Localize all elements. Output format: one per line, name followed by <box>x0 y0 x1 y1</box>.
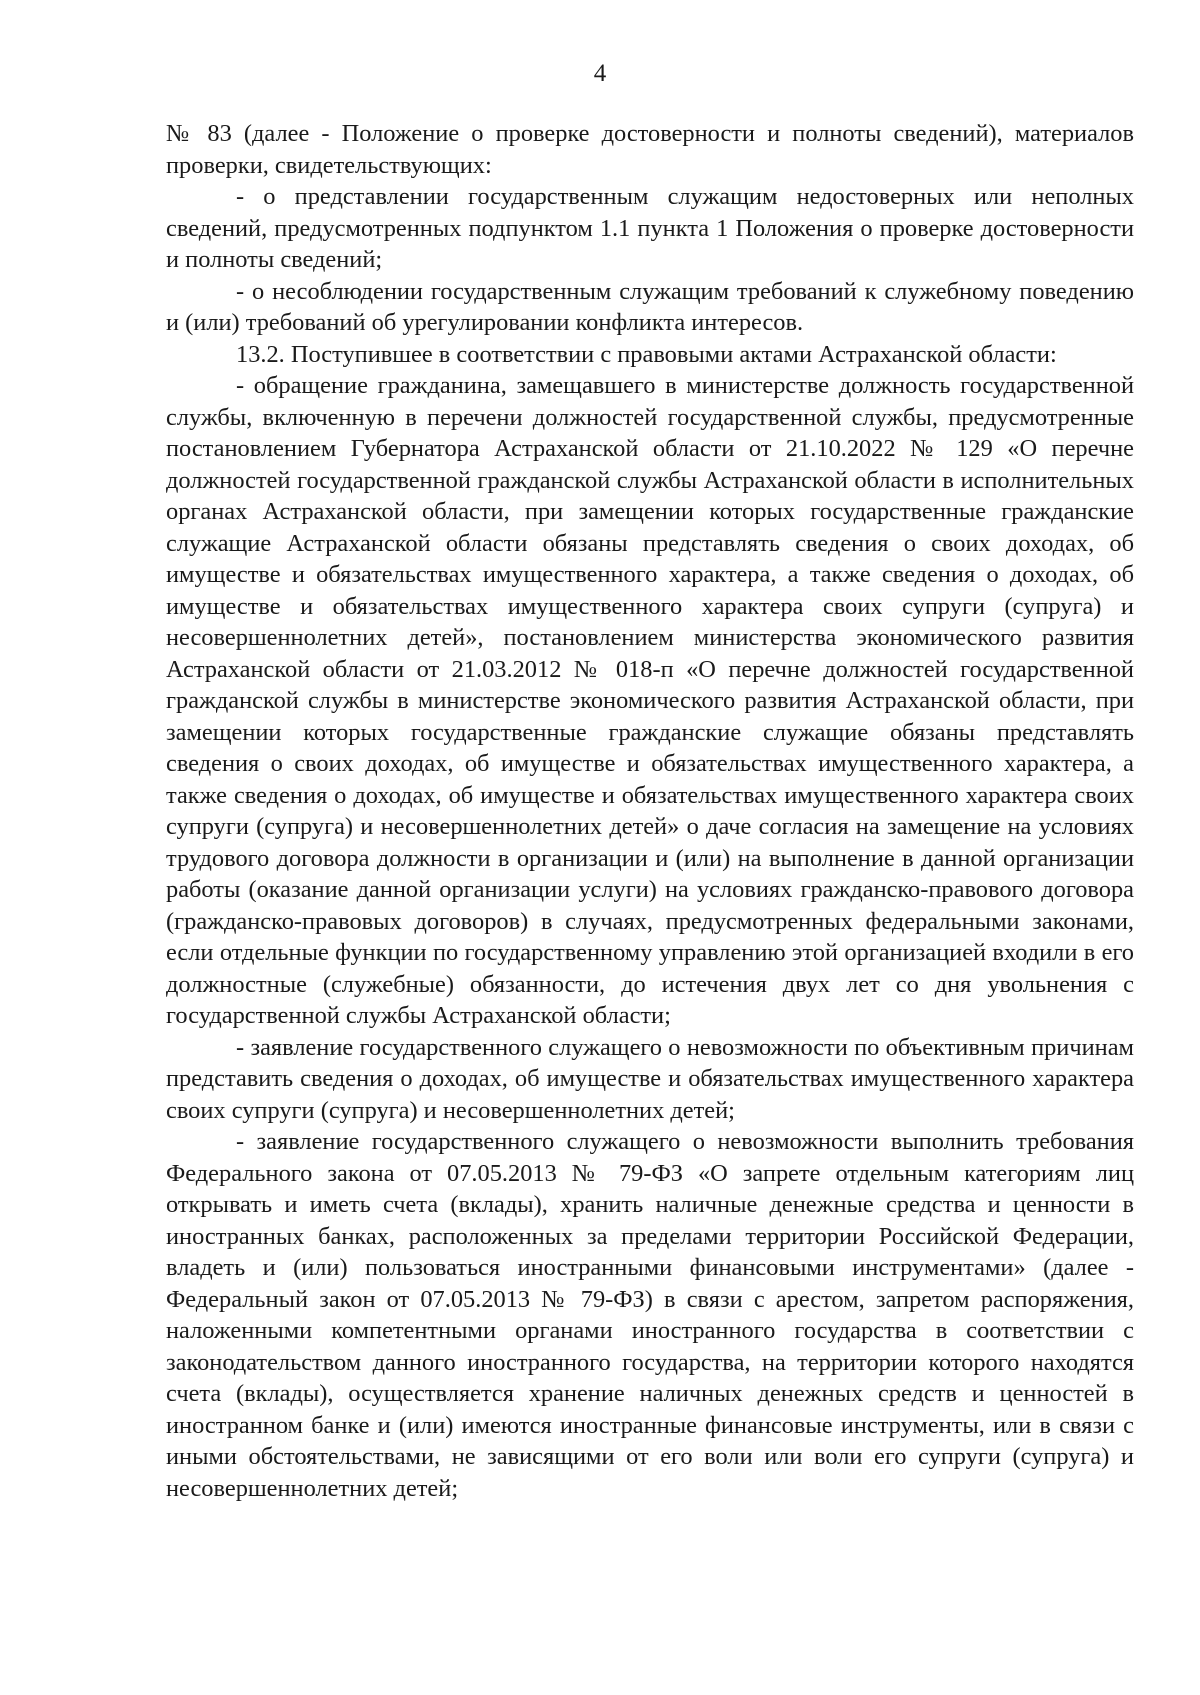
page-number: 4 <box>593 60 607 87</box>
paragraph-continuation: № 83 (далее - Положение о проверке достоверности и полноты сведений), материалов проверки, свидетельствующих: <box>166 120 1134 179</box>
paragraph-item-citizen-appeal: - обращение гражданина, замещавшего в министерстве должность государственной службы, включенную в перечени должностей государственной службы, предусмотренные постановлением Губернатора Астраханской области от 21.10.2022 № 129 «О перечне должностей государственной гражданской службы Астраханской области в исполнительных органах Астраханской области, при замещении которых государственные гражданские служащие Астраханской области обязаны представлять сведения о своих доходах, об имуществе и обязательствах имущественного характера, а также сведения о доходах, об имуществе и обязательствах имущественного характера своих супруги (супруга) и несовершеннолетних детей», постановлением министерства экономического развития Астраханской области от 21.03.2012 № 018-п «О перечне должностей государственной гражданской службы в министерстве экономического развития Астраханской области, при замещении которых государственные гражданские служащие обязаны представлять сведения о своих доходах, об имуществе и обязательствах имущественного характера, а также сведения о доходах, об имуществе и обязательствах имущественного характера своих супруги (супруга) и несовершеннолетних детей» о даче согласия на замещение на условиях трудового договора должности в организации и (или) на выполнение в данной организации работы (оказание данной организации услуги) на условиях гражданско-правового договора (гражданско-правовых договоров) в случаях, предусмотренных федеральными законами, если отдельные функции по государственному управлению этой организацией входили в его должностные (служебные) обязанности, до истечения двух лет со дня увольнения с государственной службы Астраханской области; <box>166 372 1134 1029</box>
paragraph-item-false-info: - о представлении государственным служащим недостоверных или неполных сведений, предусмотренных подпунктом 1.1 пункта 1 Положения о проверке достоверности и полноты сведений; <box>166 183 1134 273</box>
document-body <box>166 118 1134 1504</box>
paragraph-13-2: 13.2. Поступившее в соответствии с правовыми актами Астраханской области: <box>236 340 1057 368</box>
paragraph-item-foreign-accounts: - заявление государственного служащего о невозможности выполнить требования Федерального закона от 07.05.2013 № 79-ФЗ «О запрете отдельным категориям лиц открывать и иметь счета (вклады), хранить наличные денежные средства и ценности в иностранных банках, расположенных за пределами территории Российской Федерации, владеть и (или) пользоваться иностранными финансовыми инструментами» (далее - Федеральный закон от 07.05.2013 № 79-ФЗ) в связи с арестом, запретом распоряжения, наложенными компетентными органами иностранного государства в соответствии с законодательством данного иностранного государства, на территории которого находятся счета (вклады), осуществляется хранение наличных денежных средств и ценностей в иностранном банке и (или) имеются иностранные финансовые инструменты, или в связи с иными обстоятельствами, не зависящими от его воли или воли его супруги (супруга) и несовершеннолетних детей; <box>166 1128 1134 1502</box>
paragraph-item-income-statement: - заявление государственного служащего о невозможности по объективным причинам представить сведения о доходах, об имуществе и обязательствах имущественного характера своих супруги (супруга) и несовершеннолетних детей; <box>166 1033 1134 1124</box>
paragraph-item-conduct: - о несоблюдении государственным служащим требований к служебному поведению и (или) требований об урегулировании конфликта интересов. <box>166 277 1134 336</box>
